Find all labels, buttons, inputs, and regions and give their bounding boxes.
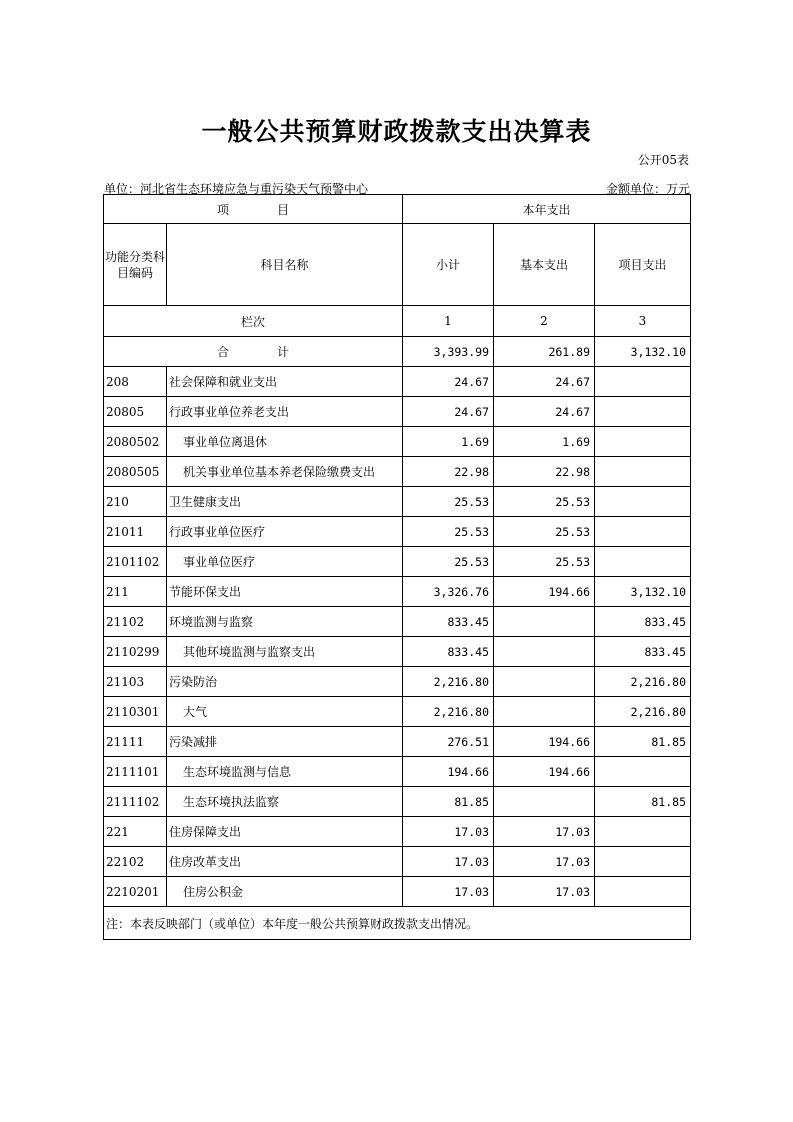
row-name: 行政事业单位养老支出 [167, 397, 403, 427]
row-subtotal: 2,216.80 [403, 697, 494, 727]
row-code: 208 [104, 367, 167, 397]
row-project: 833.45 [595, 607, 691, 637]
row-subtotal: 833.45 [403, 607, 494, 637]
row-subtotal: 1.69 [403, 427, 494, 457]
column-number-label: 栏次 [104, 306, 403, 337]
row-subtotal: 17.03 [403, 817, 494, 847]
row-code: 22102 [104, 847, 167, 877]
row-code: 21011 [104, 517, 167, 547]
row-basic: 24.67 [494, 367, 595, 397]
row-project [595, 397, 691, 427]
row-basic: 194.66 [494, 577, 595, 607]
row-name: 机关事业单位基本养老保险缴费支出 [167, 457, 403, 487]
row-name: 住房保障支出 [167, 817, 403, 847]
page-title: 一般公共预算财政拨款支出决算表 [201, 117, 592, 146]
row-project [595, 757, 691, 787]
row-project [595, 817, 691, 847]
row-name: 住房公积金 [167, 877, 403, 907]
row-code: 2111102 [104, 787, 167, 817]
row-name: 住房改革支出 [167, 847, 403, 877]
row-name: 卫生健康支出 [167, 487, 403, 517]
row-name: 环境监测与监察 [167, 607, 403, 637]
table-row [104, 397, 691, 427]
row-subtotal: 833.45 [403, 637, 494, 667]
row-basic: 194.66 [494, 757, 595, 787]
row-code: 210 [104, 487, 167, 517]
row-project [595, 367, 691, 397]
row-basic: 24.67 [494, 397, 595, 427]
table-row [104, 847, 691, 877]
row-project: 81.85 [595, 727, 691, 757]
table-row [104, 697, 691, 727]
table-row [104, 487, 691, 517]
total-subtotal: 3,393.99 [403, 337, 494, 367]
row-subtotal: 3,326.76 [403, 577, 494, 607]
row-name: 污染防治 [167, 667, 403, 697]
row-project: 3,132.10 [595, 577, 691, 607]
row-subtotal: 25.53 [403, 547, 494, 577]
row-code: 21102 [104, 607, 167, 637]
row-project [595, 457, 691, 487]
column-number-2: 2 [494, 306, 595, 337]
row-code: 221 [104, 817, 167, 847]
header-subject-name: 科目名称 [167, 224, 403, 306]
row-code: 2210201 [104, 877, 167, 907]
row-project: 2,216.80 [595, 697, 691, 727]
total-basic: 261.89 [494, 337, 595, 367]
row-subtotal: 194.66 [403, 757, 494, 787]
header-project: 项 目 [104, 195, 403, 224]
row-subtotal: 17.03 [403, 877, 494, 907]
table-row [104, 457, 691, 487]
table-row [104, 517, 691, 547]
row-code: 2080502 [104, 427, 167, 457]
row-project [595, 427, 691, 457]
column-number-1: 1 [403, 306, 494, 337]
row-subtotal: 25.53 [403, 487, 494, 517]
row-name: 污染减排 [167, 727, 403, 757]
row-project [595, 547, 691, 577]
row-basic: 17.03 [494, 847, 595, 877]
row-basic [494, 787, 595, 817]
row-project [595, 847, 691, 877]
row-code: 21103 [104, 667, 167, 697]
table-note: 注：本表反映部门（或单位）本年度一般公共预算财政拨款支出情况。 [104, 907, 691, 940]
row-project: 2,216.80 [595, 667, 691, 697]
table-row [104, 607, 691, 637]
table-row [104, 577, 691, 607]
table-row [104, 877, 691, 907]
row-subtotal: 25.53 [403, 517, 494, 547]
row-subtotal: 22.98 [403, 457, 494, 487]
row-basic: 25.53 [494, 487, 595, 517]
row-code: 2110299 [104, 637, 167, 667]
row-basic [494, 697, 595, 727]
row-subtotal: 24.67 [403, 397, 494, 427]
row-basic: 17.03 [494, 817, 595, 847]
row-name: 大气 [167, 697, 403, 727]
table-row [104, 727, 691, 757]
row-project: 833.45 [595, 637, 691, 667]
row-project: 81.85 [595, 787, 691, 817]
row-basic [494, 667, 595, 697]
row-name: 其他环境监测与监察支出 [167, 637, 403, 667]
row-name: 生态环境监测与信息 [167, 757, 403, 787]
header-basic: 基本支出 [494, 224, 595, 306]
table-row [104, 817, 691, 847]
header-subtotal: 小计 [403, 224, 494, 306]
column-number-3: 3 [595, 306, 691, 337]
row-code: 2101102 [104, 547, 167, 577]
total-label: 合 计 [104, 337, 403, 367]
row-subtotal: 17.03 [403, 847, 494, 877]
row-name: 社会保障和就业支出 [167, 367, 403, 397]
money-unit: 金额单位：万元 [605, 182, 690, 196]
table-row [104, 427, 691, 457]
table-row [104, 547, 691, 577]
row-basic: 25.53 [494, 547, 595, 577]
row-name: 行政事业单位医疗 [167, 517, 403, 547]
header-current-year: 本年支出 [403, 195, 691, 224]
row-code: 2080505 [104, 457, 167, 487]
row-basic: 194.66 [494, 727, 595, 757]
row-name: 节能环保支出 [167, 577, 403, 607]
header-project-expense: 项目支出 [595, 224, 691, 306]
row-subtotal: 24.67 [403, 367, 494, 397]
row-basic [494, 607, 595, 637]
row-subtotal: 276.51 [403, 727, 494, 757]
unit-organization: 单位：河北省生态环境应急与重污染天气预警中心 [104, 182, 369, 196]
row-code: 211 [104, 577, 167, 607]
row-basic [494, 637, 595, 667]
table-row [104, 787, 691, 817]
row-subtotal: 2,216.80 [403, 667, 494, 697]
table-row [104, 637, 691, 667]
row-code: 20805 [104, 397, 167, 427]
row-basic: 25.53 [494, 517, 595, 547]
table-row [104, 367, 691, 397]
table-code: 公开05表 [637, 153, 689, 167]
total-project: 3,132.10 [595, 337, 691, 367]
row-name: 事业单位医疗 [167, 547, 403, 577]
row-basic: 1.69 [494, 427, 595, 457]
row-name: 生态环境执法监察 [167, 787, 403, 817]
row-code: 2111101 [104, 757, 167, 787]
row-project [595, 487, 691, 517]
row-basic: 22.98 [494, 457, 595, 487]
row-project [595, 517, 691, 547]
table-row [104, 757, 691, 787]
total-row [104, 337, 691, 367]
row-basic: 17.03 [494, 877, 595, 907]
row-name: 事业单位离退休 [167, 427, 403, 457]
expenditure-table [103, 194, 691, 940]
row-code: 21111 [104, 727, 167, 757]
row-code: 2110301 [104, 697, 167, 727]
row-project [595, 877, 691, 907]
table-row [104, 667, 691, 697]
row-subtotal: 81.85 [403, 787, 494, 817]
header-func-code: 功能分类科目编码 [104, 224, 167, 306]
